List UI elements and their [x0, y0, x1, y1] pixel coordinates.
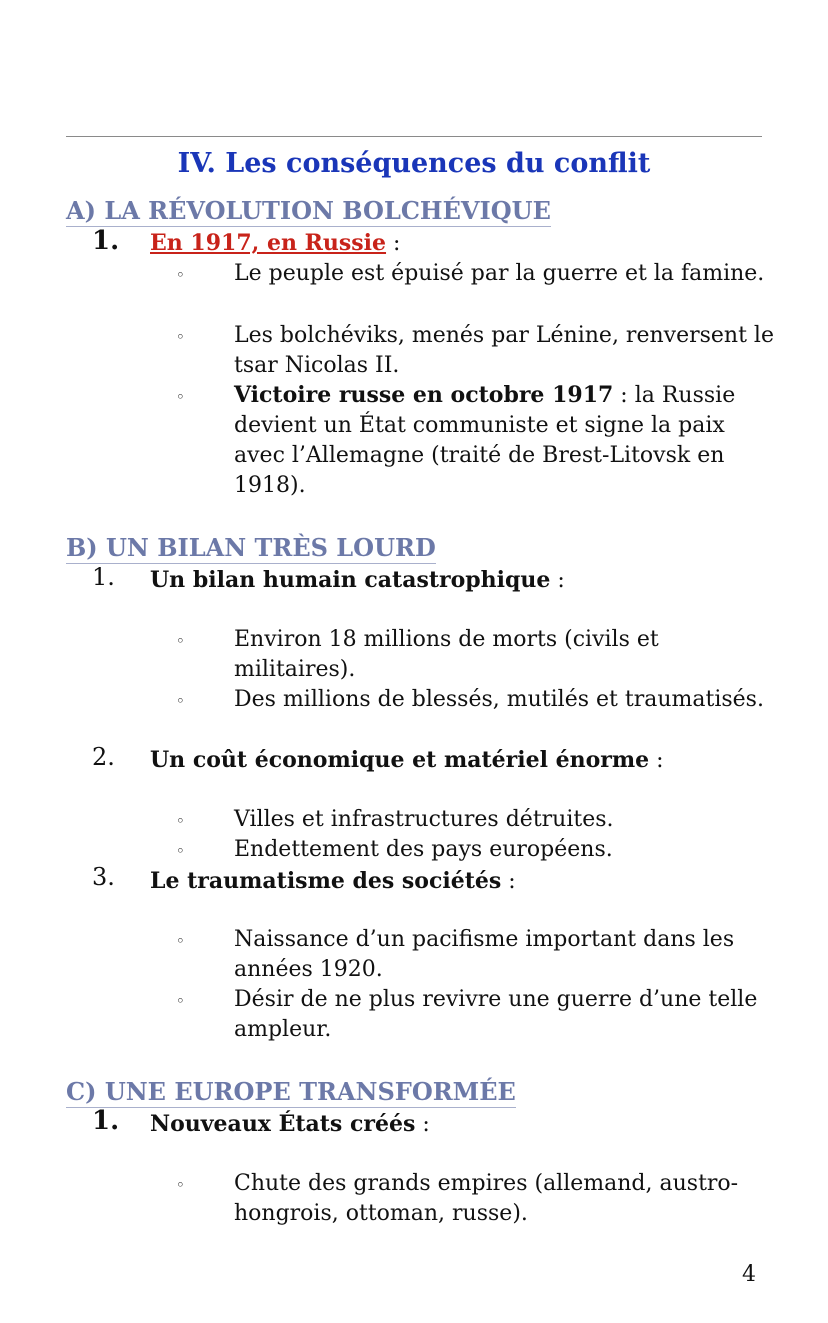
list-item: Le peuple est épuisé par la guerre et la famine. — [234, 261, 765, 286]
bullet-icon: ◦ — [176, 328, 185, 346]
list-item: Des millions de blessés, mutilés et traumatisés. — [234, 687, 764, 712]
list-number: 1. — [92, 226, 120, 256]
bullet-icon: ◦ — [176, 388, 185, 406]
bullet-icon: ◦ — [176, 842, 185, 860]
section-heading-b: B) UN BILAN TRÈS LOURD — [66, 533, 436, 562]
bullet-icon: ◦ — [176, 266, 185, 284]
bullet-icon: ◦ — [176, 1176, 185, 1194]
list-number: 2. — [92, 743, 115, 771]
list-number: 1. — [92, 1106, 120, 1136]
list-lead: Un bilan humain catastrophique : — [150, 567, 565, 593]
list-item: Environ 18 millions de morts (civils et militaires). — [234, 627, 659, 682]
bullet-icon: ◦ — [176, 932, 185, 950]
list-item: Chute des grands empires (allemand, austro-hongrois, ottoman, russe). — [234, 1171, 739, 1226]
list-item: Victoire russe en octobre 1917 : la Russie devient un État communiste et signe la paix avec l’Allemagne (traité de Brest-Litovsk en 1918). — [234, 382, 736, 498]
page-title: IV. Les conséquences du conflit — [177, 148, 651, 179]
bullet-icon: ◦ — [176, 632, 185, 650]
list-lead: Nouveaux États créés : — [150, 1111, 430, 1137]
list-lead: Un coût économique et matériel énorme : — [150, 747, 664, 773]
list-item: Endettement des pays européens. — [234, 837, 613, 862]
list-lead: Le traumatisme des sociétés : — [150, 868, 516, 894]
list-item: Villes et infrastructures détruites. — [234, 807, 614, 832]
top-rule — [66, 136, 762, 137]
section-heading-c: C) UNE EUROPE TRANSFORMÉE — [66, 1077, 516, 1106]
list-item: Naissance d’un pacifisme important dans les années 1920. — [234, 927, 735, 982]
list-item: Les bolchéviks, menés par Lénine, renversent le tsar Nicolas II. — [234, 323, 774, 378]
bullet-icon: ◦ — [176, 812, 185, 830]
list-number: 3. — [92, 863, 115, 891]
list-number: 1. — [92, 563, 115, 591]
page-number: 4 — [742, 1262, 756, 1287]
bullet-icon: ◦ — [176, 692, 185, 710]
bullet-icon: ◦ — [176, 992, 185, 1010]
lead-highlight: En 1917, en Russie — [150, 230, 387, 256]
list-item: Désir de ne plus revivre une guerre d’une telle ampleur. — [234, 987, 758, 1042]
section-heading-a: A) LA RÉVOLUTION BOLCHÉVIQUE — [66, 196, 551, 225]
list-lead: En 1917, en Russie : — [150, 230, 401, 256]
